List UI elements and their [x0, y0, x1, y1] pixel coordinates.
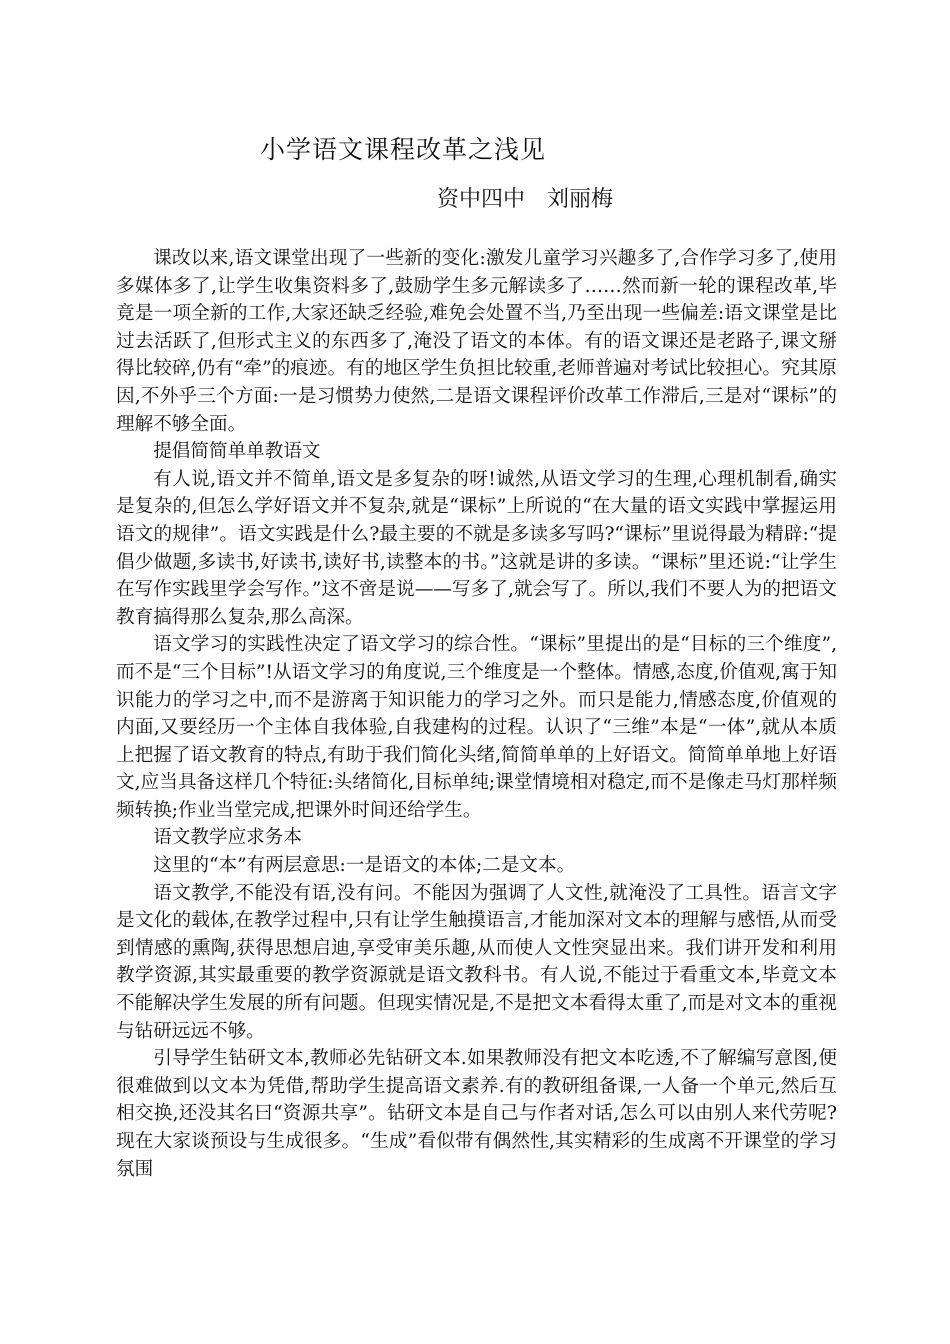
paragraph: 语文学习的实践性决定了语文学习的综合性。“课标”里提出的是“目标的三个维度”,而不是“三个目标”!从语文学习的角度说,三个维度是一个整体。情感,态度,价值观,寓于知识能力的学习之中,而不是游离于知识能力的学习之外。而只是能力,情感态度,价值观的内面,又要经历一个主体自我体验,自我建构的过程。认识了“三维”本是“一体”,就从本质上把握了语文教育的特点,有助于我们简化头绪,简简单单的上好语文。简简单单地上好语文,应当具备这样几个特征:头绪简化,目标单纯;课堂情境相对稳定,而不是像走马灯那样频频转换;作业当堂完成,把课外时间还给学生。: [116, 634, 837, 821]
paragraph: 语文教学,不能没有语,没有问。不能因为强调了人文性,就淹没了工具性。语言文字是文化的载体,在教学过程中,只有让学生触摸语言,才能加深对文本的理解与感悟,从而受到情感的熏陶,获得思想启迪,享受审美乐趣,从而使人文性突显出来。我们讲开发和利用教学资源,其实最重要的教学资源就是语文教科书。有人说,不能过于看重文本,毕竟文本不能解决学生发展的所有问题。但现实情况是,不是把文本看得太重了,而是对文本的重视与钻研远远不够。: [116, 882, 837, 1042]
section-heading-simple-teaching: 提倡简简单单教语文: [153, 441, 321, 463]
paragraph: 有人说,语文并不简单,语文是多复杂的呀!诚然,从语文学习的生理,心理机制看,确实是复杂的,但怎么学好语文并不复杂,就是“课标”上所说的“在大量的语文实践中掌握运用语文的规律”。语文实践是什么?最主要的不就是多读多写吗?“课标”里说得最为精辟:“提倡少做题,多读书,好读书,读好书,读整本的书。”这就是讲的多读。“课标”里还说:“让学生在写作实践里学会写作。”这不啻是说——写多了,就会写了。所以,我们不要人为的把语文教育搞得那么复杂,那么高深。: [116, 468, 837, 628]
paragraph: 这里的“本”有两层意思:一是语文的本体;二是文本。: [153, 855, 576, 877]
document-title: 小学语文课程改革之浅见: [260, 135, 547, 164]
document-body: [116, 245, 837, 1183]
section-heading-fundamentals: 语文教学应求务本: [153, 827, 302, 849]
paragraph: 引导学生钻研文本,教师必先钻研文本.如果教师没有把文本吃透,不了解编写意图,便很难做到以文本为凭借,帮助学生提高语文素养.有的教研组备课,一人备一个单元,然后互相交换,还没其名曰“资源共享”。钻研文本是自己与作者对话,怎么可以由别人来代劳呢?现在大家谈预设与生成很多。“生成”看似带有偶然性,其实精彩的生成离不开课堂的学习氛围: [116, 1048, 837, 1180]
paragraph-intro: 课改以来,语文课堂出现了一些新的变化:激发儿童学习兴趣多了,合作学习多了,使用多媒体多了,让学生收集资料多了,鼓励学生多元解读多了……然而新一轮的课程改革,毕竟是一项全新的工作,大家还缺乏经验,难免会处置不当,乃至出现一些偏差:语文课堂是比过去活跃了,但形式主义的东西多了,淹没了语文的本体。有的语文课还是老路子,课文掰得比较碎,仍有“牵”的痕迹。有的地区学生负担比较重,老师普遍对考试比较担心。究其原因,不外乎三个方面:一是习惯势力使然,二是语文课程评价改革工作滞后,三是对“课标”的理解不够全面。: [116, 248, 837, 435]
author-line: 资中四中 刘丽梅: [437, 187, 614, 212]
